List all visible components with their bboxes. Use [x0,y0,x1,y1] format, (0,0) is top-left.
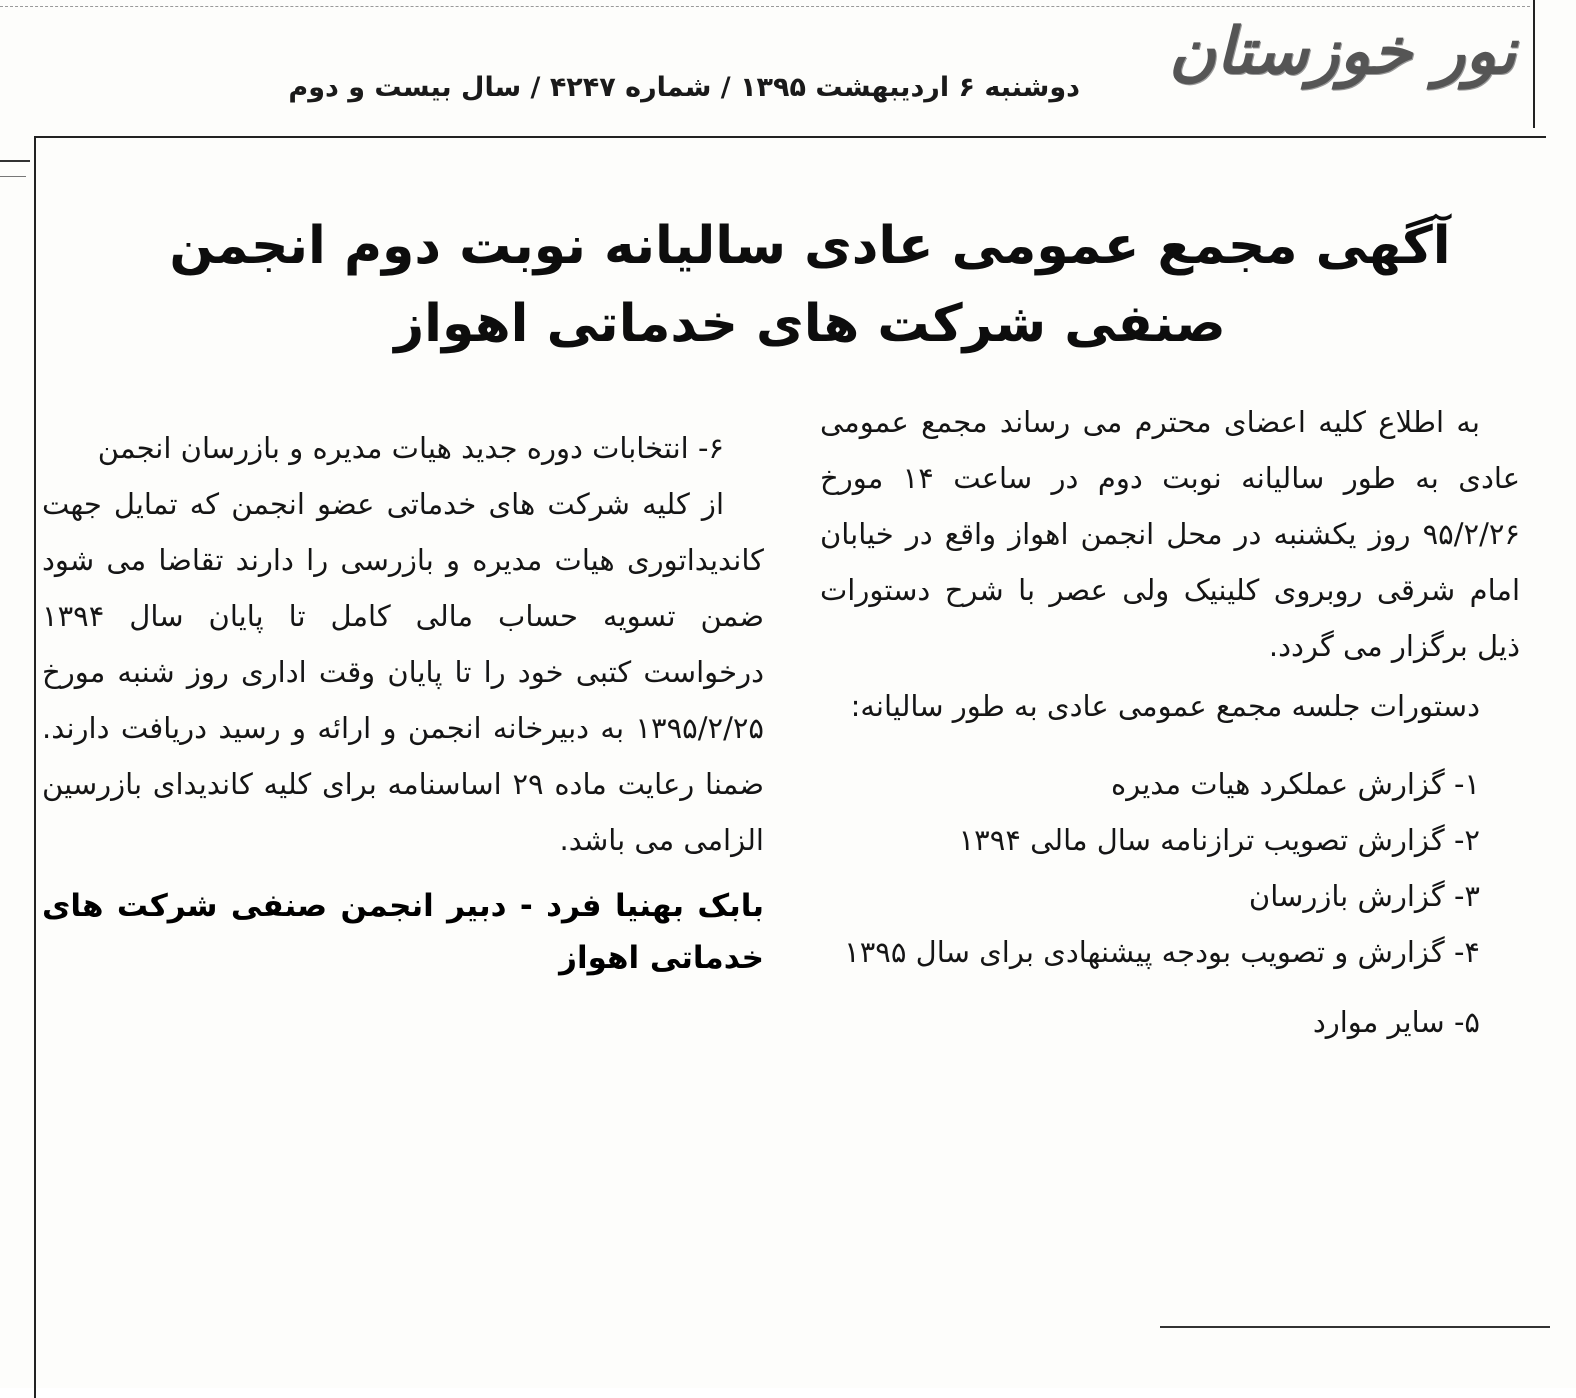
top-divider [0,6,1530,7]
agenda-item: ۵- سایر موارد [1312,1005,1480,1039]
agenda-item: ۲- گزارش تصویب ترازنامه سال مالی ۱۳۹۴ [958,823,1480,857]
issue-info: دوشنبه ۶ اردیبهشت ۱۳۹۵ / شماره ۴۲۴۷ / سال بیست و دوم [288,72,1080,103]
notice-intro: به اطلاع کلیه اعضای محترم می رساند مجمع عمومی عادی به طور سالیانه نوبت دوم در ساعت ۱۴ مورخ ۹۵/۲/۲۶ روز یکشنبه در محل انجمن اهواز واقع در خیابان امام شرقی روبروی کلینیک ولی عصر با شرح دستورات ذیل برگزار می گردد. [820,405,1520,663]
margin-mark [0,160,30,162]
notice-title: آگهی مجمع عمومی عادی سالیانه نوبت دوم انجمن صنفی شرکت های خدماتی اهواز [169,215,1451,354]
agenda-item-6: ۶- انتخابات دوره جدید هیات مدیره و بازرسان انجمن [97,431,724,465]
bottom-divider [1160,1326,1550,1328]
newspaper-logo: نور خوزستان [1168,14,1516,89]
agenda-heading: دستورات جلسه مجمع عمومی عادی به طور سالیانه: [850,689,1480,723]
notice-body: از کلیه شرکت های خدماتی عضو انجمن که تمایل جهت کاندیداتوری هیات مدیره و بازرسی را دارند تقاضا می شود ضمن تسویه حساب مالی کامل تا پایان سال ۱۳۹۴ درخواست کتبی خود را تا پایان وقت اداری روز شنبه مورخ ۱۳۹۵/۲/۲۵ به دبیرخانه انجمن و ارائه و رسید دریافت دارند. ضمنا رعایت ماده ۲۹ اساسنامه برای کلیه کاندیدای بازرسین الزامی می باشد. [42,487,764,857]
agenda-list [820,756,1520,1050]
agenda-item: ۱- گزارش عملکرد هیات مدیره [1111,767,1480,801]
agenda-item: ۳- گزارش بازرسان [1248,879,1480,913]
margin-mark-secondary [0,176,26,177]
agenda-item: ۴- گزارش و تصویب بودجه پیشنهادی برای سال ۱۳۹۵ [844,935,1480,969]
notice-left-column [42,420,764,984]
notice-right-column [820,394,1520,1050]
signature: بابک بهنیا فرد - دبیر انجمن صنفی شرکت های خدماتی اهواز [42,888,764,976]
masthead-right-rule [1533,0,1535,128]
newspaper-masthead [0,0,1576,130]
